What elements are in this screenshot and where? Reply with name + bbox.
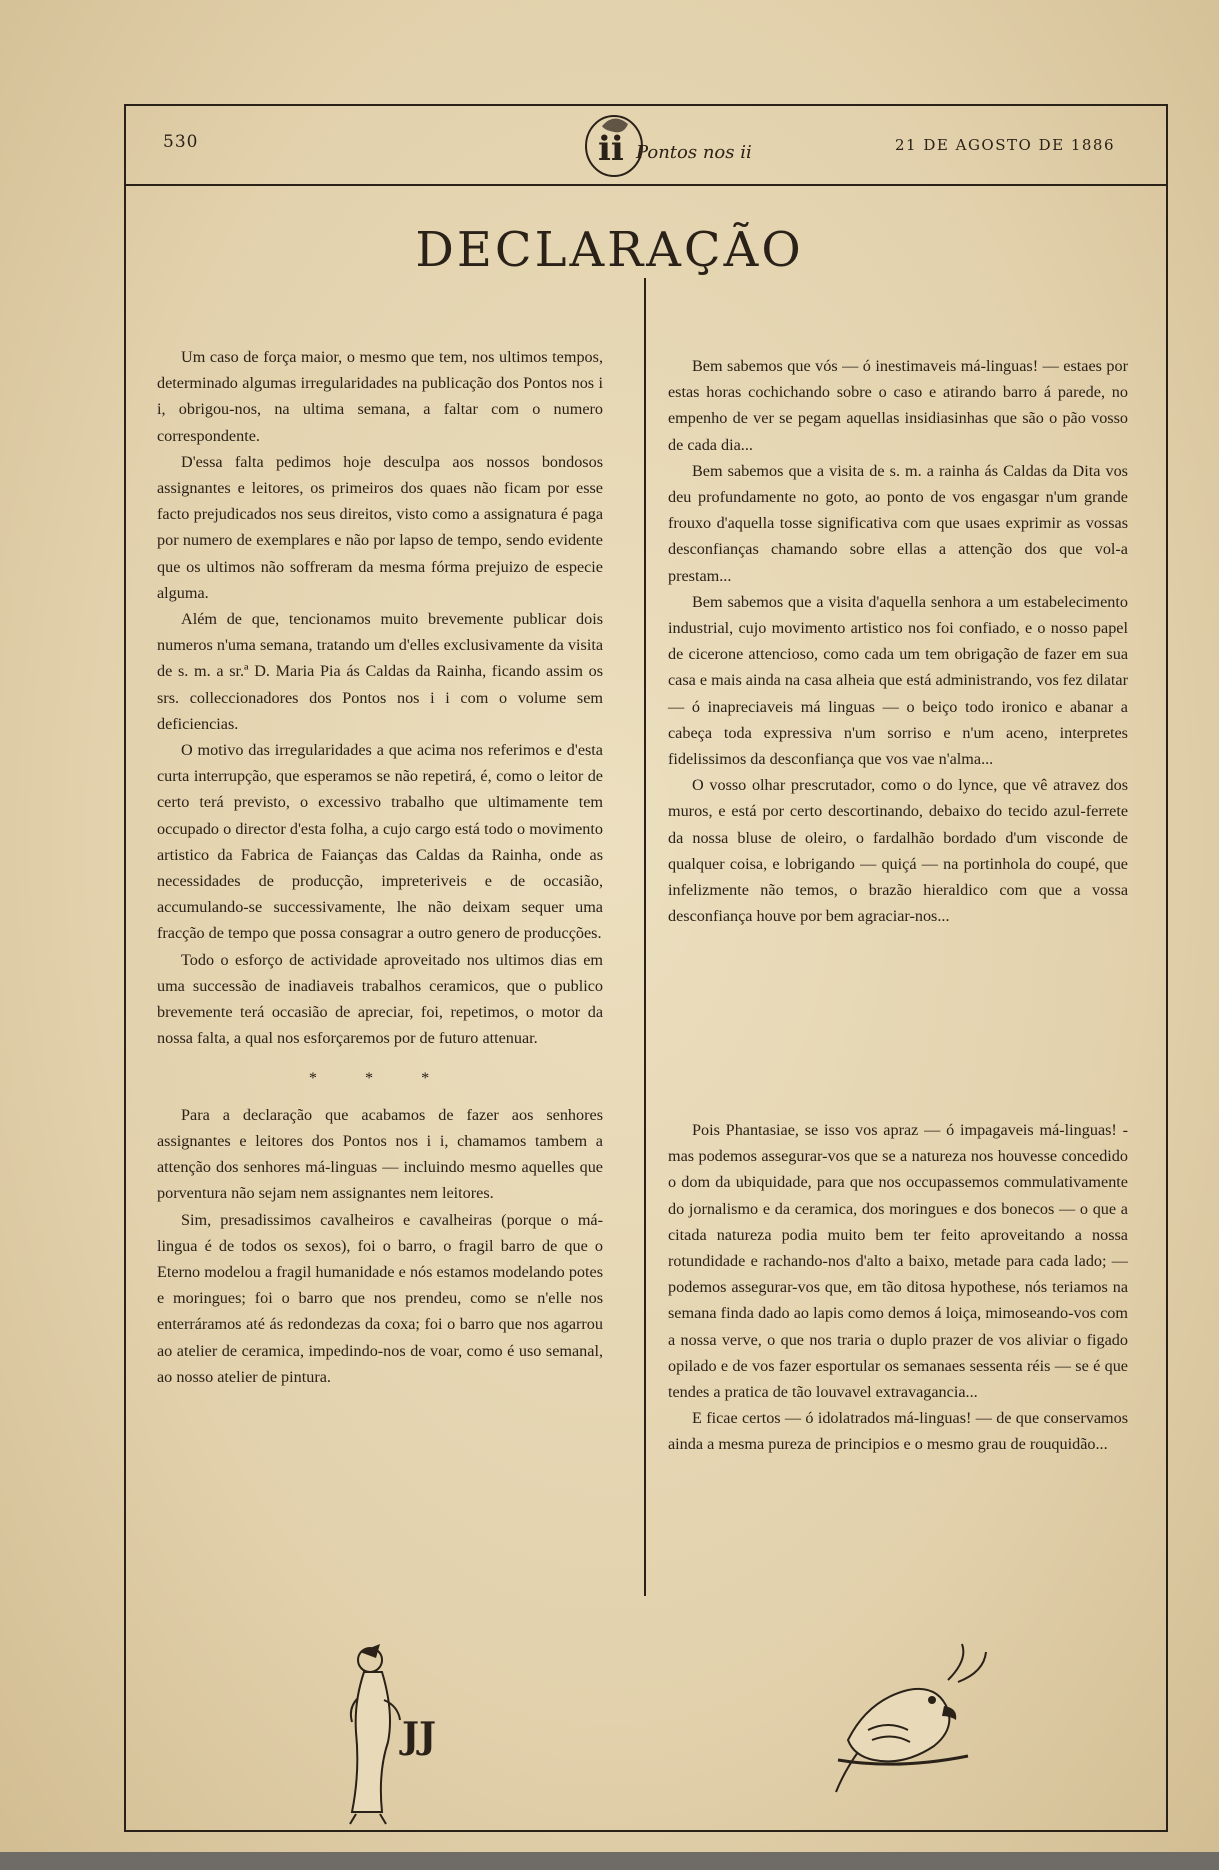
column-divider xyxy=(644,278,646,1596)
paragraph: Além de que, tencionamos muito brevemente publicar dois numeros n'uma semana, tratando um d'elles exclusivamente da visita de s. m. a sr.ª D. Maria Pia ás Caldas da Rainha, ficando assim os srs. colleccionadores dos Pontos nos i i com o volume sem deficiencias. xyxy=(157,610,603,733)
right-column-part-2 xyxy=(668,1117,1128,1458)
paragraph: Para a declaração que acabamos de fazer aos senhores assignantes e leitores dos Pontos nos i i, chamamos tambem a attenção dos senhores má-linguas — incluindo mesmo aquelles que porventura não sejam nem assignantes nem leitores. xyxy=(157,1105,603,1203)
paragraph: Todo o esforço de actividade aproveitado nos ultimos dias em uma successão de inadiaveis trabalhos ceramicos, que o publico brevemente terá occasião de apreciar, foi, repetimos, o motor da nossa falta, a qual nos esforçaremos por de futuro attenuar. xyxy=(157,950,603,1048)
paragraph: Bem sabemos que vós — ó inestimaveis má-linguas! — estaes por estas horas cochichando sobre o caso e atirando barro á parede, no empenho de ver se pegam aquellas insidiasinhas que são o pão vosso de cada dia... xyxy=(668,357,1128,454)
issue-date: 21 DE AGOSTO DE 1886 xyxy=(895,136,1115,154)
paragraph: Sim, presadissimos cavalheiros e cavalheiras (porque o má-lingua é de todos os sexos), foi o barro, o fragil barro de que o Eterno modelou a fragil humanidade e nós estamos modelando potes e moringues; foi o barro que nos prendeu, como se n'elle nos enterráramos até ás redondezas da coxa; foi o barro que nos agarrou ao atelier de ceramica, impedindo-nos de voar, como é uso semanal, ao nosso atelier de pintura. xyxy=(157,1210,603,1386)
page-number: 530 xyxy=(163,132,199,152)
paragraph: Bem sabemos que a visita d'aquella senhora a um estabelecimento industrial, cujo movimento artistico nos foi confiado, e o nosso papel de cicerone attencioso, como cada um tem obrigação de fazer em sua casa e mais ainda na casa alheia que está administrando, vos fez dilatar — ó inapreciaveis má linguas — o beiço todo ironico e abanar a cabeça toda expressiva n'um sorriso e n'um aceno, interpretes fidelissimos da desconfiança que vos vae n'alma... xyxy=(668,592,1128,769)
masthead-logo xyxy=(574,108,752,184)
paragraph: O vosso olhar prescrutador, como o do lynce, que vê atravez dos muros, e está por certo descortinando, debaixo do tecido azul-ferrete da nossa bluse de oleiro, o fardalhão bordado d'um visconde de qualquer coisa, e lobrigando — quiçá — na portinhola do coupé, que infelizmente não temos, o brazão hieraldico com que a vossa desconfiança houve por bem agraciar-nos... xyxy=(668,776,1128,926)
svg-text:JJ: JJ xyxy=(402,1715,437,1757)
right-column-part-1 xyxy=(668,353,1128,929)
logo-text: Pontos nos ii xyxy=(636,142,752,163)
parrot-illustration-icon xyxy=(828,1640,993,1795)
paragraph: E ficae certos — ó idolatrados má-linguas! — de que conservamos ainda a mesma pureza de principios e o mesmo grau de rouquidão... xyxy=(668,1409,1128,1454)
article-title: DECLARAÇÃO xyxy=(415,222,804,278)
paragraph: Bem sabemos que a visita de s. m. a rainha ás Caldas da Dita vos deu profundamente no goto, ao ponto de vos engasgar n'um grande frouxo d'aquella tosse significativa com que usaes exprimir as vossas desconfianças chamando sobre ellas a attenção dos que vol-a prestam... xyxy=(668,461,1128,585)
left-column-part-1 xyxy=(157,344,603,1390)
section-separator: * * * xyxy=(308,1069,452,1088)
paragraph: O motivo das irregularidades a que acima nos referimos e d'esta curta interrupção, que esperamos se não repetirá, é, como o leitor de certo terá previsto, o excessivo trabalho que ultimamente tem occupado o director d'esta folha, a cujo cargo está todo o movimento artistico da Fabrica de Faianças das Caldas da Rainha, onde as necessidades de producção, impreteriveis e de occasião, accumulando-se successivamente, lhe não deixam sequer uma fracção de tempo que possa consagrar a outro genero de producções. xyxy=(157,741,603,943)
figure-illustration-icon xyxy=(340,1638,450,1828)
svg-text:ii: ii xyxy=(598,129,624,169)
paragraph: Um caso de força maior, o mesmo que tem, nos ultimos tempos, determinado algumas irregularidades na publicação dos Pontos nos i i, obrigou-nos, na ultima semana, a faltar com o numero correspondente. xyxy=(157,348,603,445)
paragraph: D'essa falta pedimos hoje desculpa aos nossos bondosos assignantes e leitores, os primeiros dos quaes não ficam por esse facto prejudicados nos seus direitos, visto como a assignatura é paga por numero de exemplares e não por lapso de tempo, sendo evidente que os ultimos não soffreram da mesma fórma prejuizo de especie alguma. xyxy=(157,452,603,602)
scan-edge xyxy=(0,1852,1219,1870)
paragraph: Pois Phantasiae, se isso vos apraz — ó impagaveis má-linguas! - mas podemos assegurar-vos que se a natureza nos houvesse concedido o dom da ubiquidade, para que nos occupassemos commulativamente do jornalismo e da ceramica, dos moringues e dos bonecos — o que a citada natureza podia muito bem ter feito aproveitando a nossa rotundidade e rachando-nos d'alto a baixo, metade para cada lado; — podemos assegurar-vos que, em tão ditosa hypothese, nós teriamos na semana finda dado ao lapis como demos á loiça, mimoseando-vos com a nossa verve, o que nos traria o duplo prazer de vos aliviar o figado opilado e de vos fazer esportular os semanaes sessenta réis — se é que tendes a pratica de tão louvavel extravagancia... xyxy=(668,1121,1128,1402)
